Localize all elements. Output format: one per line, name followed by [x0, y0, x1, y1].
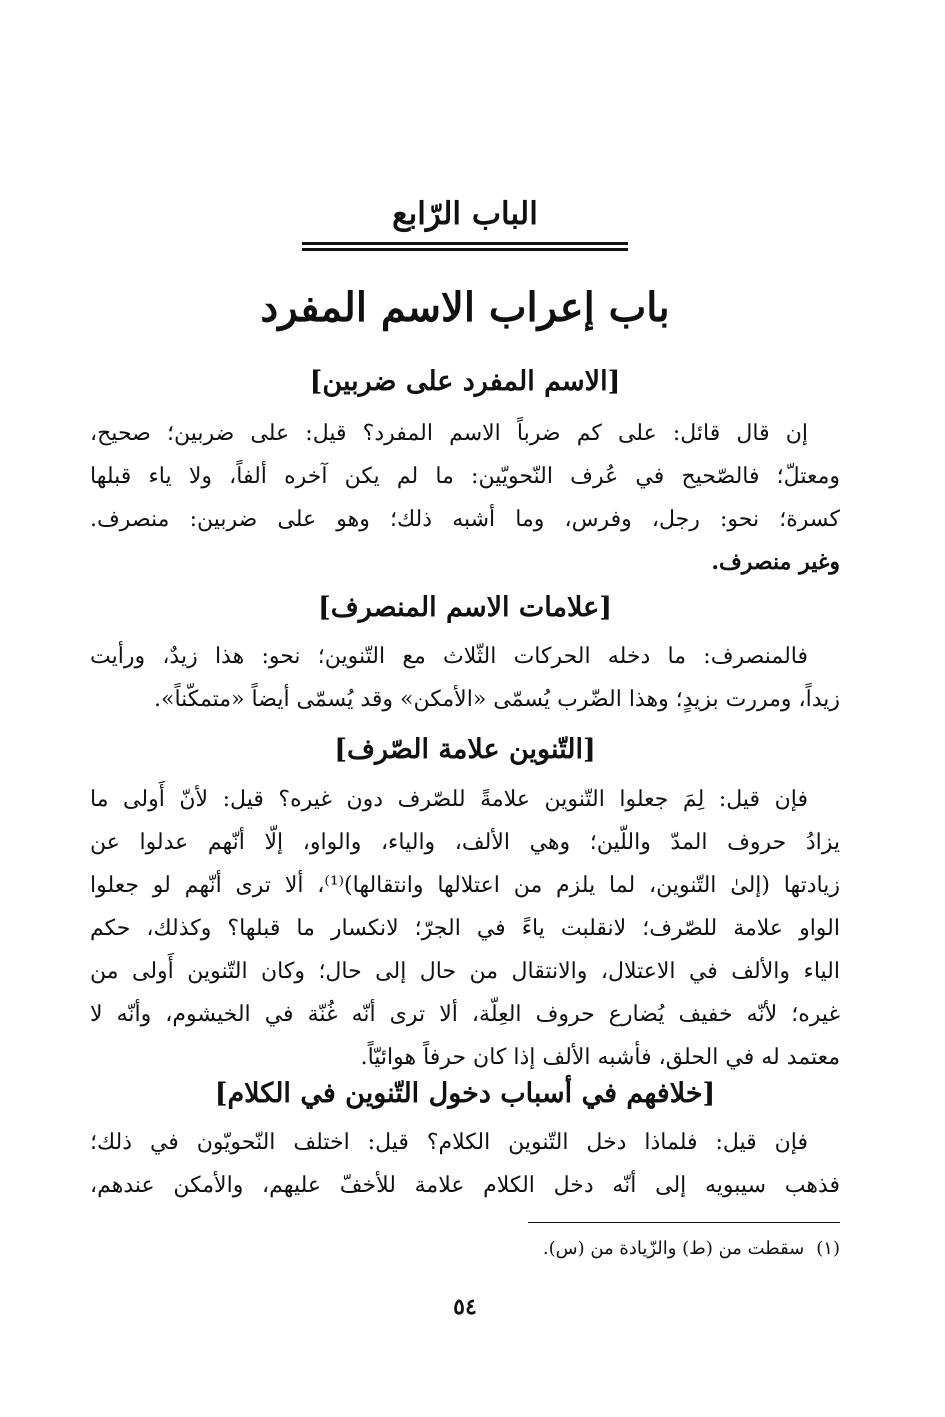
paragraph-line: فإن قيل: لِمَ جعلوا التّنوين علامةً للصّرف دون غيره؟ قيل: لأنّ أَولى ما — [90, 787, 808, 812]
footnote-number: (١) — [816, 1238, 840, 1259]
paragraph-line: وغير منصرف. — [711, 549, 840, 575]
footnote — [90, 1234, 840, 1264]
section-heading-1: [الاسم المفرد على ضربين] — [309, 366, 621, 397]
paragraph-4 — [90, 1121, 840, 1207]
paragraph-3 — [90, 778, 840, 1079]
section-heading-4: [خلافهم في أسباب دخول التّنوين في الكلام] — [214, 1078, 716, 1109]
paragraph-line: معتمد له في الحلق، فأشبه الألف إذا كان حرفاً هوائيّاً. — [360, 1045, 840, 1070]
section-heading-2: [علامات الاسم المنصرف] — [318, 592, 612, 623]
paragraph-1 — [90, 412, 840, 584]
section-heading-3: [التّنوين علامة الصّرف] — [334, 734, 596, 765]
paragraph-line: يزادُ حروف المدّ واللّين؛ وهي الألف، والياء، والواو، إلّا أنّهم عدلوا عن — [90, 830, 840, 855]
page-number: ٥٤ — [453, 1294, 477, 1320]
paragraph-line: زيداً، ومررت بزيدٍ؛ وهذا الضّرب يُسمّى «الأمكن» وقد يُسمّى أيضاً «متمكّناً». — [154, 687, 840, 712]
chapter-title: الباب الرّابع — [392, 196, 538, 232]
paragraph-2 — [90, 635, 840, 721]
paragraph-line: غيره؛ لأنّه خفيف يُضارع حروف العِلّة، ألا ترى أنّه غُنّة في الخيشوم، وأنّه لا — [90, 1002, 840, 1027]
paragraph-line: زيادتها (إلىٰ التّنوين، لما يلزم من اعتلالها وانتقالها)⁽¹⁾، ألا ترى أنّهم لو جعلوا — [90, 873, 840, 898]
book-page — [90, 0, 840, 1417]
paragraph-line: كسرة؛ نحو: رجل، وفرس، وما أشبه ذلك؛ وهو على ضربين: منصرف. — [90, 507, 840, 532]
double-rule-divider — [302, 242, 628, 251]
footnote-divider — [528, 1222, 840, 1223]
paragraph-line: الواو علامة للصّرف؛ لانقلبت ياءً في الجرّ؛ لانكسار ما قبلها؟ وكذلك، حكم — [90, 916, 840, 941]
paragraph-line: فإن قيل: فلماذا دخل التّنوين الكلام؟ قيل: اختلف النّحويّون في ذلك؛ — [90, 1130, 808, 1155]
paragraph-line: إن قال قائل: على كم ضرباً الاسم المفرد؟ قيل: على ضربين؛ صحيح، — [90, 421, 808, 446]
paragraph-line: ومعتلّ؛ فالصّحيح في عُرف النّحويّين: ما لم يكن آخره ألفاً، ولا ياء قبلها — [90, 464, 840, 489]
footnote-text: سقطت من (ط) والزّيادة من (س). — [542, 1238, 805, 1259]
main-title: باب إعراب الاسم المفرد — [260, 284, 670, 331]
paragraph-line: الياء والألف في الاعتلال، والانتقال من حال إلى حال؛ وكان التّنوين أَولى من — [90, 959, 840, 984]
paragraph-line: فذهب سيبويه إلى أنّه دخل الكلام علامة للأخفّ عليهم، والأمكن عندهم، — [90, 1173, 840, 1198]
paragraph-line: فالمنصرف: ما دخله الحركات الثّلاث مع التّنوين؛ نحو: هذا زيدٌ، ورأيت — [90, 644, 808, 669]
